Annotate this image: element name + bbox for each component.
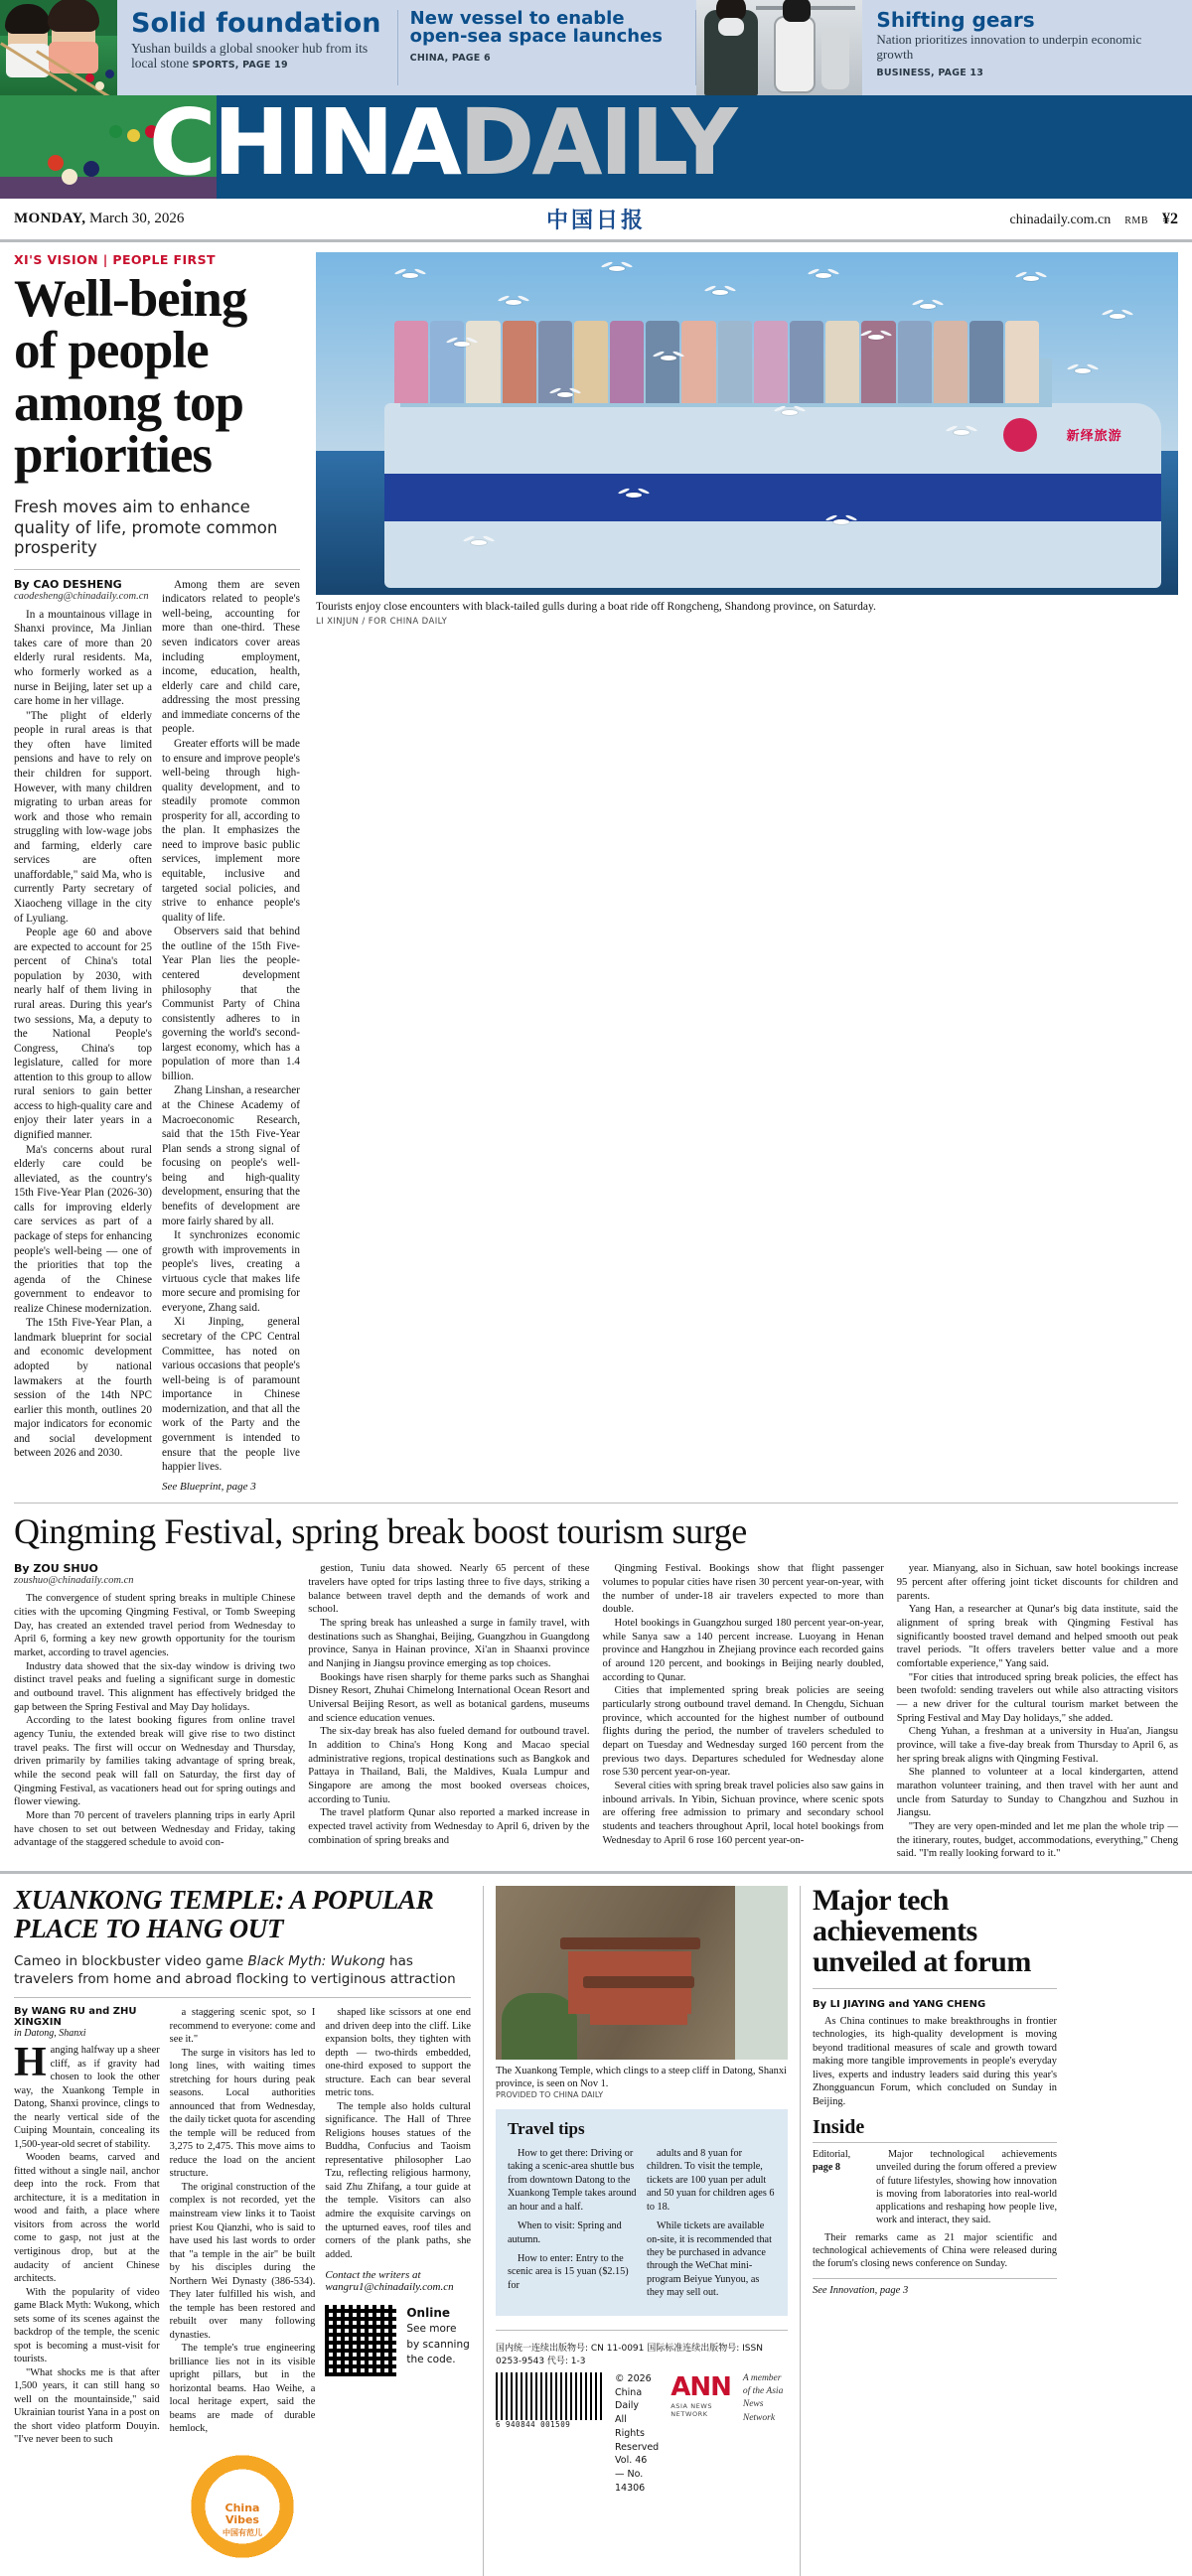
qingming-story xyxy=(0,1503,1192,1861)
promo-business-title: Shifting gears xyxy=(876,8,1035,32)
xuankong-contact xyxy=(325,2269,471,2293)
qingming-byline: By ZOU SHUO xyxy=(14,1562,98,1576)
paragraph: Bookings have risen sharply for theme parks such as Shanghai Disney Resort, Zhuhai Chimelong International Ocean Resort and Universal Beijing Resort, as well as botanical gardens, museums and science education venues. xyxy=(308,1671,590,1724)
tip-item: When to visit: Spring and autumn. xyxy=(508,2220,622,2245)
price-label: ¥2 xyxy=(1162,210,1178,227)
tech-byline-b: YANG CHENG xyxy=(912,1998,986,2010)
xuankong-body-2 xyxy=(170,2006,316,2436)
qingming-headline: Qingming Festival, spring break boost tourism surge xyxy=(14,1503,1178,1551)
paragraph: Among them are seven indicators related to people's well-being, accounting for more than one-third. These seven indicators cover areas including employment, income, education, health, elderly care and child care, addressing the most pressing and immediate concerns of the people. xyxy=(162,578,300,736)
paragraph: year. Mianyang, also in Sichuan, saw hotel bookings increase 95 percent after offering joint ticket discounts for children and parents. xyxy=(896,1563,1178,1602)
vibes-line-2: Vibes xyxy=(225,2513,259,2527)
date-bar xyxy=(0,199,1192,242)
lead-photo-column xyxy=(312,252,1178,1493)
lead-see-more-text: See Blueprint, page 3 xyxy=(162,1480,256,1493)
logo-china: CHINA xyxy=(149,95,459,196)
promo-china[interactable] xyxy=(398,0,696,95)
paragraph: Cities that implemented spring break policies are seeing particularly strong outbound travel demand. In Chengdu, Sichuan province, which accounted for the highest number of outbound flights during the period, the number of travelers scheduled to depart on Tuesday and Wednesday surged 160 percent from the previous two days. Departures scheduled for Wednesday alone rose 530 percent year-on-year. xyxy=(602,1685,884,1779)
barcode-number: 6 940844 001509 xyxy=(496,2419,571,2429)
tech-byline-and: and xyxy=(884,1998,913,2010)
online-title: Online xyxy=(406,2306,450,2321)
lead-column-2 xyxy=(162,578,300,1493)
tech-story xyxy=(801,1883,1057,2576)
qingming-body-2 xyxy=(308,1562,589,1847)
lead-story xyxy=(14,252,312,1493)
promo-business-subtitle: Nation prioritizes innovation to underpin economic growth xyxy=(876,32,1142,63)
inside-title: Inside xyxy=(813,2116,1057,2143)
xuankong-columns xyxy=(14,2006,471,2446)
publication-date xyxy=(14,211,184,227)
ann-membership-note: A member of the Asia News Network xyxy=(742,2372,784,2423)
promo-business-ref: BUSINESS, PAGE 13 xyxy=(876,68,984,79)
travel-tips-title: Travel tips xyxy=(508,2118,585,2138)
inside-item-name: Editorial, xyxy=(813,2149,851,2161)
paragraph: The spring break has unleashed a surge in family travel, with destinations such as Shanghai, Beijing, Guangzhou in Guangdong province, Sanya in Hainan province, Xi'an in Shaanxi province and Nanjing in Jiangsu province emerging as top choices. xyxy=(308,1618,590,1670)
qingming-column-3 xyxy=(603,1562,884,1860)
lead-column-1 xyxy=(14,578,152,1493)
ann-logo-sub: ASIA NEWS NETWORK xyxy=(670,2401,713,2418)
paragraph: People age 60 and above are expected to account for 25 percent of China's total population by 2030, with nearly half of them living in rural areas. During this year's two sessions, Ma, a deputy to the National People's Congress, China's top legislature, called for more attention to this group to allow rural seniors to gain better access to high-quality care and enjoy their later years in a dignified manner. xyxy=(14,927,152,1141)
paragraph: "For cities that introduced spring break policies, the effect has been twofold: sending travelers out while also attracting visitors — a new driver for the cultural tourism market between the Spring Festival and May Day holidays," she added. xyxy=(896,1671,1178,1724)
paragraph: It synchronizes economic growth with improvements in people's lives, creating a virtuous cycle that makes life more secure and promising for everyone, Zhang said. xyxy=(162,1229,300,1314)
paragraph: The temple also holds cultural significance. The Hall of Three Religions houses statues of the Buddha, Confucius and Taoism representative philosopher Lao Tzu, reflecting religious harmony, said Zhu Zhifang, a tour guide at the temple. Visitors can also admire the exquisite carvings on the upturned eaves, roof tiles and corners of the plank paths, she added. xyxy=(325,2100,472,2260)
online-line: the code. xyxy=(406,2353,456,2365)
paragraph: Hanging halfway up a sheer cliff, as if gravity had chosen to look the other way, the Xuankong Temple in Datong, Shanxi province, clings to the nearly vertical side of the Cuiping Mountain, concealing its 1,500-year-old secret of stability. xyxy=(14,2040,160,2150)
xuankong-temple-photo xyxy=(496,1886,788,2060)
paragraph: Their remarks came as 21 major scientific and technological achievements of China were released during the forum's closing news conference on Sunday. xyxy=(813,2231,1057,2270)
lead-columns xyxy=(14,578,300,1493)
paragraph: Major technological achievements unveiled during the forum offered a preview of future lifestyles, showing how innovation is moving from laboratories into real-world applications and reshaping how people live, work and interact, they said. xyxy=(876,2149,1057,2226)
barcode-block xyxy=(496,2372,603,2429)
promo-china-ref: CHINA, PAGE 6 xyxy=(409,52,491,64)
xuankong-column-1 xyxy=(14,2006,160,2446)
paragraph: Yang Han, a researcher at Qunar's big data institute, said the alignment of spring break with Qingming Festival has significantly boosted travel demand and helped smooth out peak travel periods. "It offers travelers better value and a more comfortable experience," Yang said. xyxy=(896,1604,1178,1670)
travel-tips-box xyxy=(496,2109,788,2316)
paragraph: More than 70 percent of travelers planning trips in early April have chosen to set out between Wednesday and Friday, taking advantage of the staggered schedule to avoid con- xyxy=(14,1809,296,1849)
xuankong-headline: XUANKONG TEMPLE: A POPULAR PLACE TO HANG OUT xyxy=(14,1884,434,1944)
paragraph: shaped like scissors at one end and driven deep into the cliff. Like expansion bolts, they tighten with depth — two-thirds embedded, one-third exposed to support the structure. Each can bear several metric tons. xyxy=(325,2007,472,2099)
photo-credit: LI XINJUN / FOR CHINA DAILY xyxy=(316,617,448,628)
paragraph: Xi Jinping, general secretary of the CPC Central Committee, has noted on various occasions that people's well-being is of paramount importance in Chinese modernization, and that all the work of the Party and the government is intended to ensure that the people live happier lives. xyxy=(162,1316,300,1474)
qingming-body-1 xyxy=(14,1592,295,1849)
tech-body xyxy=(813,2015,1057,2109)
bottom-section xyxy=(0,1871,1192,2576)
paragraph: Hotel bookings in Guangzhou surged 180 percent year-on-year, while Sanya saw a 140 percent increase. Luoyang in Henan province and Hangzhou in Zhejiang province each recorded gains of around 120 percent, and bookings in Beijing nearly doubled, according to Qunar. xyxy=(602,1618,884,1683)
paragraph: gestion, Tuniu data showed. Nearly 65 percent of these travelers have opted for trips lasting three to five days, striking a balance between travel depth and the demands of work and school. xyxy=(308,1563,590,1616)
promo-sports[interactable] xyxy=(0,0,397,95)
qingming-columns xyxy=(14,1562,1178,1860)
masthead-banner xyxy=(0,95,1192,199)
masthead-logo xyxy=(149,95,735,195)
tip-item: How to enter: Entry to the scenic area is 15 yuan ($2.15) for xyxy=(508,2253,629,2291)
currency-label: RMB xyxy=(1124,215,1148,226)
online-line: by scanning xyxy=(406,2338,470,2351)
xuankong-body-3 xyxy=(325,2006,471,2261)
paragraph: As China continues to make breakthroughs in frontier technologies, its high-quality development is moving beyond traditional measures of scale and growth toward making more tangible improvements in people's everyday lives, experts and industry leaders said during this year's Zhongguancun Forum, which concluded on Sunday in Beijing. xyxy=(813,2015,1057,2107)
paragraph: The surge in visitors has led to long lines, with waiting times stretching for hours during peak seasons. Local authorities announced that from Wednesday, the daily ticket quota for ascending the temple will be reduced from 3,275 to 2,475. This move aims to reduce the load on the ancient structure. xyxy=(169,2047,316,2180)
deck-part-1: Cameo in blockbuster video game xyxy=(14,1953,248,1970)
promo-sports-subtitle: Yushan builds a global snooker hub from its local stone SPORTS, PAGE 19 xyxy=(131,40,369,72)
xuankong-body-1 xyxy=(14,2040,160,2446)
copyright-line: Vol. 46 — No. 14306 xyxy=(615,2455,648,2494)
lead-deck: Fresh moves aim to enhance quality of life, promote common prosperity xyxy=(14,498,300,570)
tourist-crowd xyxy=(393,321,1040,403)
vibes-line-3: 中国有范儿 xyxy=(223,2528,262,2538)
ann-logo: ANN xyxy=(670,2371,731,2402)
inside-row[interactable] xyxy=(813,2148,1057,2227)
temple-photo-column xyxy=(483,1886,801,2576)
tech-byline-a: By LI JIAYING xyxy=(813,1998,885,2010)
paragraph: Industry data showed that the six-day window is driving two distinct travel peaks and fueling a significant surge in domestic and outbound travel. This alignment has effectively bridged the gap between the Spring Festival and May Day holidays. xyxy=(14,1660,296,1713)
lead-email[interactable]: caodesheng@chinadaily.com.cn xyxy=(14,590,149,602)
qingming-body-3 xyxy=(603,1562,884,1847)
paragraph: Observers said that behind the outline of the 15th Five-Year Plan lies the people-centered development philosophy that the Communist Party of China consistently adheres to in governing the world's second-largest economy, which has a population of more than 1.4 billion. xyxy=(162,926,300,1082)
paragraph: "They are very open-minded and let me plan the whole trip — the itinerary, routes, budget, accommodations, everything," Cheng said. "I'm really looking forward to it." xyxy=(896,1820,1178,1860)
copyright-line: © 2026 China Daily xyxy=(615,2372,652,2412)
barcode-image xyxy=(496,2372,603,2420)
tech-body-2 xyxy=(813,2231,1057,2271)
tips-column-2 xyxy=(647,2147,776,2306)
robot-factory-photo xyxy=(696,0,862,95)
paragraph: The six-day break has also fueled demand for outbound travel. In addition to China's Hong Kong and Macao special administrative regions, tropical destinations such as Bangkok and Pattaya in Thailand, Bali, the Maldives, Kuala Lumpur and Singapore are among the most booked overseas choices, according to Tuniu. xyxy=(308,1726,590,1805)
paragraph: Cheng Yuhan, a freshman at a university in Hua'an, Jiangsu province, will take a five-day break from Thursday to April 6, as her spring break aligns with Qingming Festival. xyxy=(896,1726,1178,1765)
paragraph: According to the latest booking figures from online travel agency Tuniu, the extended break will give rise to two distinct travel peaks. The first will occur on Wednesday and Thursday, driven primarily by families taking advantage of spring break, while the second peak will fall on Saturday, the first day of Qingming Festival, as vacationers head out for spring outings and flower viewing. xyxy=(14,1715,296,1808)
inside-item-page: page 8 xyxy=(813,2162,841,2174)
date-label: March 30, 2026 xyxy=(89,211,185,226)
paragraph: Several cities with spring break travel policies also saw gains in inbound arrivals. In Yibin, Sichuan province, where scenic spots are offering free admission to primary and secondary school students and teachers throughout April, local hotel bookings from Wednesday to April 6 rose 160 percent year-on- xyxy=(602,1780,884,1846)
travel-tips-columns xyxy=(508,2147,776,2306)
paragraph: The convergence of student spring breaks in multiple Chinese cities with the upcoming Qingming Festival, or Tomb Sweeping Day, has created an extended travel period from Wednesday to April 6, forming a key new growth opportunity for the tourism market, according to travel agencies. xyxy=(14,1593,296,1659)
gulls-boat-photo: 新绎旅游 xyxy=(316,252,1178,595)
qingming-body-4 xyxy=(897,1562,1178,1860)
deck-part-2: has travelers from home and abroad flocking to vertiginous attraction xyxy=(14,1953,456,1987)
paragraph: Zhang Linshan, a researcher at the Chinese Academy of Macroeconomic Research, said that the 15th Five-Year Plan sends a strong signal of focusing on people's well-being and high-quality development, ensuring that the benefits of development are more fairly shared by all. xyxy=(162,1084,300,1227)
lead-byline: By CAO DESHENG xyxy=(14,577,122,591)
inside-box xyxy=(813,2116,1057,2270)
deck-game-title: Black Myth: Wukong xyxy=(247,1953,385,1970)
paragraph: Greater efforts will be made to ensure and improve people's well-being through high-quality development, and to steadily promote common prosperity for all, according to the plan. It emphasizes the need to improve basic public services, implement more equitable, inclusive and targeted social policies, and strive to enhance people's quality of life. xyxy=(162,737,300,924)
main-section xyxy=(0,242,1192,1493)
issn-line: 国内统一连续出版物号: CN 11-0091 国际标准连续出版物号: ISSN 0253-9543 代号: 1-3 xyxy=(496,2343,763,2366)
promo-sports-title: Solid foundation xyxy=(131,8,381,39)
lead-body-2 xyxy=(162,578,300,1475)
paragraph: With the popularity of video game Black Myth: Wukong, which sets some of its scenes against the backdrop of the temple, the scenic spot is becoming a must-visit for tourists. xyxy=(14,2286,160,2365)
masthead-meta xyxy=(1010,211,1178,228)
ann-logo-block xyxy=(670,2372,731,2418)
paragraph: The travel platform Qunar also reported a marked increase in expected travel activity from Wednesday to April 6, driven by the combination of spring breaks and xyxy=(308,1807,590,1846)
paragraph: "What shocks me is that after 1,500 years, it can still hang so well on the mountainside," said Ukrainian tourist Yana in a post on the short video platform Douyin. "I've never been to such xyxy=(14,2366,160,2446)
logo-daily: DAILY xyxy=(458,95,735,196)
tech-headline: Major tech achievements unveiled at forum xyxy=(813,1886,1057,1989)
promo-china-title: New vessel to enable open-sea space launches xyxy=(409,8,663,48)
paragraph: She planned to volunteer at a local kindergarten, attend marathon volunteer training, and then travel with her aunt and uncle from Saturday to Sunday to Changzhou and Suzhou in Jiangsu. xyxy=(896,1767,1178,1819)
online-info xyxy=(406,2305,469,2367)
xuankong-story xyxy=(14,1886,483,2576)
snooker-photo xyxy=(0,0,117,95)
copyright-block xyxy=(615,2372,659,2496)
top-promo-strip xyxy=(0,0,1192,95)
xuankong-column-2 xyxy=(170,2006,316,2446)
online-qr-block xyxy=(325,2293,471,2376)
contact-label: Contact the writers at xyxy=(325,2269,421,2282)
tech-see-more[interactable] xyxy=(813,2278,1057,2296)
lead-kicker: XI'S VISION | PEOPLE FIRST xyxy=(14,252,216,267)
lead-body-1 xyxy=(14,608,152,1461)
paragraph: a staggering scenic spot, so I recommend to everyone: come and see it." xyxy=(169,2007,316,2046)
qingming-column-4 xyxy=(897,1562,1178,1860)
xuankong-column-3 xyxy=(325,2006,471,2446)
tech-byline xyxy=(813,1999,1057,2010)
contact-email[interactable]: wangru1@chinadaily.com.cn xyxy=(325,2281,454,2294)
inside-item-label xyxy=(813,2148,868,2227)
publication-legal-block xyxy=(496,2330,788,2496)
temple-photo-caption: The Xuankong Temple, which clings to a steep cliff in Datong, Shanxi province, is seen on Nov 1. xyxy=(496,2065,787,2089)
promo-sports-ref: SPORTS, PAGE 19 xyxy=(192,60,288,72)
tech-see-more-text: See Innovation, page 3 xyxy=(813,2285,909,2297)
photo-caption: Tourists enjoy close encounters with black-tailed gulls during a boat ride off Rongcheng, Shandong province, on Saturday. xyxy=(316,601,876,613)
paragraph: Wooden beams, carved and fitted without a single nail, anchor deep into the rock. From that architecture, it is a meditation in wood and faith, a place where visitors from across the world come to gasp, not just at the vertiginous drop, but at the audacity of ancient Chinese architects. xyxy=(14,2152,160,2285)
paragraph: In a mountainous village in Shanxi province, Ma Jinlian takes care of more than 20 elderly rural residents. Ma, who formerly worked as a nurse in Beijing, later set up a care home in her village. xyxy=(14,608,152,708)
xuankong-byline: By WANG RU and ZHU XINGXIN xyxy=(14,2006,137,2029)
vibes-line-1: China xyxy=(224,2502,260,2515)
tip-item: adults and 8 yuan for children. To visit the temple, tickets are 100 yuan per adult and 50 yuan for children ages 6 to 18. xyxy=(647,2147,775,2213)
xuankong-deck xyxy=(14,1953,471,1998)
lead-see-more[interactable] xyxy=(162,1481,300,1493)
temple-photo-credit: PROVIDED TO CHINA DAILY xyxy=(496,2089,604,2099)
xuankong-location: in Datong, Shanxi xyxy=(14,2028,86,2040)
online-line: See more xyxy=(406,2323,457,2336)
paragraph: The 15th Five-Year Plan, a landmark blueprint for social and economic development adopted by national lawmakers at the fourth session of the 14th NPC earlier this month, outlines 20 major indicators for economic and social development between 2026 and 2030. xyxy=(14,1317,152,1460)
china-vibes-logo xyxy=(183,2453,302,2572)
promo-business[interactable] xyxy=(696,0,1192,95)
tips-column-1 xyxy=(508,2147,637,2306)
paragraph: Qingming Festival. Bookings show that flight passenger volumes to popular cities have risen 30 percent year-on-year, with the number of under-18 air travelers expected to more than double. xyxy=(602,1563,884,1616)
qr-code[interactable] xyxy=(325,2305,396,2376)
qingming-column-2 xyxy=(308,1562,589,1860)
qingming-email[interactable]: zoushuo@chinadaily.com.cn xyxy=(14,1575,134,1587)
inside-item-body xyxy=(876,2148,1057,2227)
lead-headline: Well-being of people among top priorities xyxy=(14,270,247,485)
copyright-line: All Rights Reserved xyxy=(615,2414,660,2453)
paragraph: The original construction of the complex is not recorded, yet the mainstream view links it to Taoist priest Kou Qianzhi, who is said to have used his last words to order that "a temple in the air" be built by his disciples during the Northern Wei Dynasty (386-534). They later fulfilled his wish, and the temple has been restored and rebuilt over many following dynasties. xyxy=(169,2181,316,2341)
paragraph: Ma's concerns about rural elderly care could be alleviated, as the country's 15th Five-Year Plan (2026-30) calls for improving elderly care services as part of a package of steps for enhancing people's well-being — one of the priorities that top the agenda of the Chinese government to endeavor to realize Chinese modernization. xyxy=(14,1143,152,1315)
tip-item: While tickets are available on-site, it is recommended that they be purchased in advance through the WeChat mini-program Beiyue Yunyou, as they may sell out. xyxy=(647,2220,772,2299)
qingming-column-1 xyxy=(14,1562,295,1860)
chinese-nameplate: 中国日报 xyxy=(545,209,647,233)
tip-item: How to get there: Driving or taking a scenic-area shuttle bus from downtown Datong to the Xuankong Temple takes around an hour and a half. xyxy=(508,2147,637,2213)
paragraph: The temple's true engineering brilliance lies not in its visible upright pillars, but in the horizontal beams. Hao Weihe, a local heritage expert, said the beams are made of durable hemlock, xyxy=(169,2343,316,2435)
website-url[interactable]: chinadaily.com.cn xyxy=(1009,212,1112,227)
paragraph: "The plight of elderly people in rural areas is that they often have limited pensions and have to rely on their children for support. However, with many children migrating to urban areas for work and those who remain struggling with low-wage jobs and farming, elderly care services are often unaffordable," said Ma, who is currently Party secretary of Xiaocheng village in the city of Lyuliang. xyxy=(14,709,152,925)
weekday-label: MONDAY, xyxy=(14,211,86,226)
